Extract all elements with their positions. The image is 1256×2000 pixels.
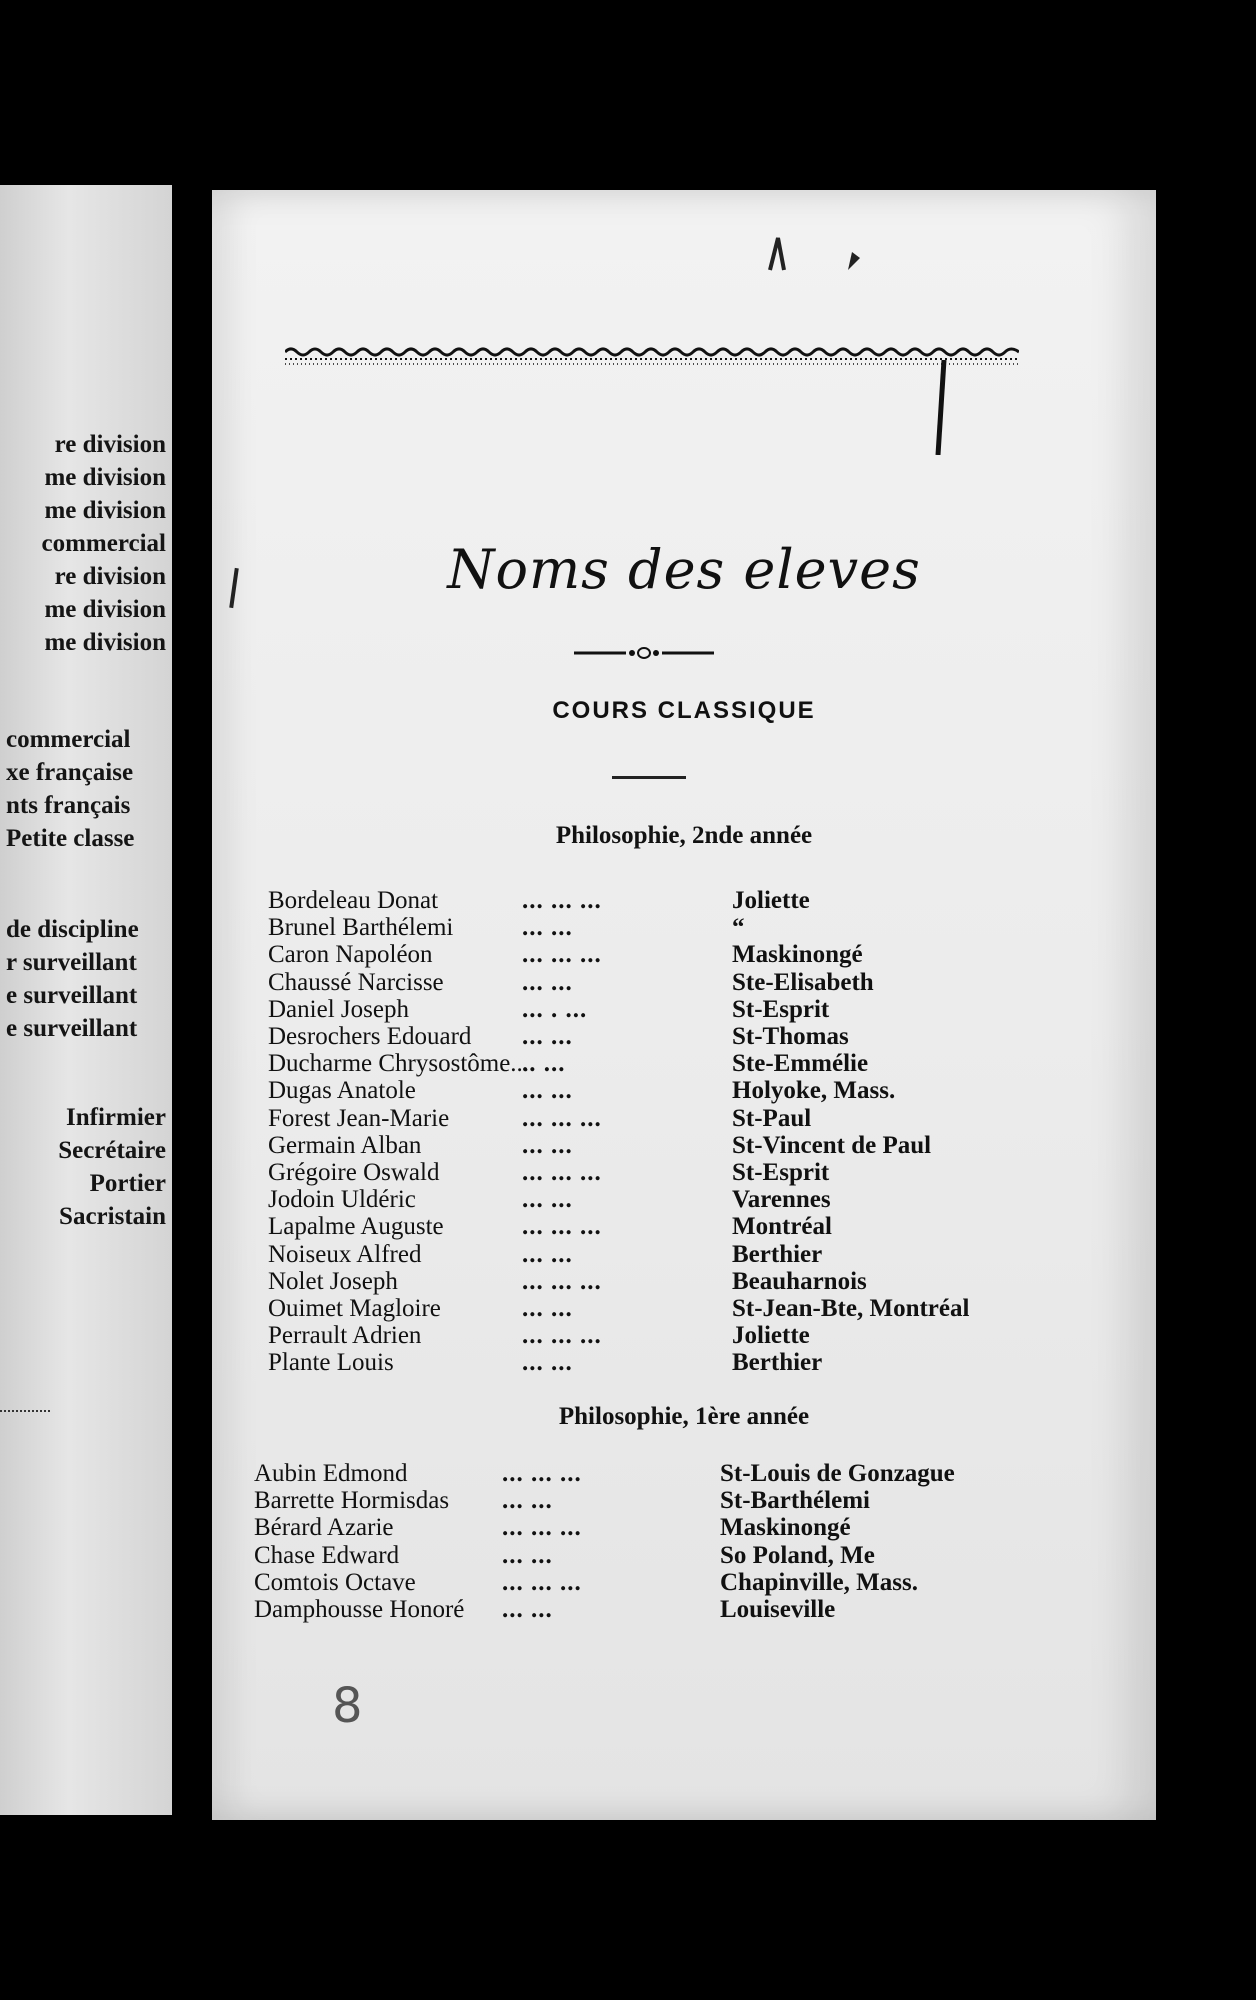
- list-item: [212, 1460, 1156, 1488]
- student-place: Berthier: [732, 1349, 823, 1377]
- list-item: [212, 1077, 1156, 1105]
- student-name: Daniel Joseph: [268, 995, 409, 1023]
- list-item: [212, 1569, 1156, 1597]
- student-place: St-Thomas: [732, 1023, 849, 1050]
- leader-dots: ... ... ...: [522, 1104, 602, 1132]
- left-line: me division: [44, 464, 166, 491]
- student-name: Perrault Adrien: [268, 1322, 422, 1350]
- list-item: [212, 1050, 1156, 1078]
- list-item: [212, 1213, 1156, 1241]
- list-item: [212, 941, 1156, 969]
- list-item: [212, 1268, 1156, 1296]
- student-place: St-Barthélemi: [720, 1487, 870, 1515]
- list-item: [212, 914, 1156, 942]
- student-place: Ste-Elisabeth: [732, 968, 874, 996]
- leader-dots: ... ... ...: [502, 1514, 582, 1542]
- student-name: Lapalme Auguste: [268, 1213, 444, 1241]
- student-place: Joliette: [732, 1322, 810, 1350]
- left-line: e surveillant: [6, 1015, 138, 1042]
- left-line: me division: [44, 596, 166, 623]
- list-item: [212, 887, 1156, 915]
- student-place: Maskinongé: [732, 941, 863, 969]
- student-place: St-Esprit: [732, 1159, 830, 1186]
- previous-page-fragment: [0, 185, 172, 1815]
- left-line: de discipline: [6, 916, 139, 943]
- section-heading: Philosophie, 1ère année: [558, 1403, 810, 1430]
- list-item: [212, 1295, 1156, 1323]
- student-name: Damphousse Honoré: [254, 1596, 465, 1623]
- student-place: St-Louis de Gonzague: [720, 1460, 955, 1487]
- list-item: [212, 1159, 1156, 1187]
- leader-dots: ... ... ...: [522, 1159, 602, 1186]
- pencil-mark-icon: 8: [332, 1678, 363, 1734]
- student-name: Jodoin Uldéric: [268, 1186, 416, 1214]
- student-place: Beauharnois: [732, 1267, 867, 1295]
- student-place: Joliette: [732, 887, 810, 914]
- student-name: Chaussé Narcisse: [268, 968, 444, 996]
- course-subtitle: COURS CLASSIQUE: [552, 697, 816, 724]
- list-item: [212, 996, 1156, 1024]
- list-item: [212, 1514, 1156, 1542]
- leader-dots: ... ... ...: [522, 887, 602, 914]
- student-name: Comtois Octave: [254, 1568, 416, 1596]
- left-line: nts français: [6, 792, 131, 819]
- left-line: me division: [44, 497, 166, 524]
- left-dotted-rule: [0, 1410, 50, 1412]
- list-item: [212, 1132, 1156, 1160]
- student-name: Chase Edward: [254, 1541, 400, 1569]
- list-item: [212, 1542, 1156, 1570]
- left-line: re division: [54, 431, 166, 458]
- document-page: [212, 190, 1156, 1820]
- student-name: Ducharme Chrysostôme...: [268, 1050, 530, 1078]
- list-item: [212, 1349, 1156, 1377]
- leader-dots: ... ...: [502, 1596, 553, 1623]
- leader-dots: ... ...: [522, 1023, 573, 1050]
- ornamental-rule-icon: [285, 346, 1019, 368]
- leader-dots: ... ...: [522, 1131, 573, 1159]
- leader-dots: ... ...: [502, 1487, 553, 1515]
- page-title: Noms des eleves: [447, 538, 921, 601]
- student-place: St-Paul: [732, 1104, 812, 1132]
- left-line: re division: [54, 563, 166, 590]
- list-item: [212, 1241, 1156, 1269]
- left-line: xe française: [6, 759, 134, 786]
- student-name: Grégoire Oswald: [268, 1159, 440, 1186]
- left-line: Infirmier: [66, 1104, 166, 1131]
- student-name: Nolet Joseph: [268, 1267, 398, 1295]
- student-name: Ouimet Magloire: [268, 1295, 441, 1322]
- leader-dots: ... ...: [522, 914, 573, 942]
- leader-dots: ... ... ...: [522, 1213, 602, 1241]
- leader-dots: ... ...: [522, 1240, 573, 1268]
- student-name: Brunel Barthélemi: [268, 914, 454, 942]
- leader-dots: ... ...: [522, 968, 573, 996]
- leader-dots: ... ... ...: [522, 941, 602, 969]
- leader-dots: ... ...: [522, 1077, 573, 1105]
- student-place: Montréal: [732, 1213, 832, 1241]
- student-place: St-Vincent de Paul: [732, 1131, 932, 1159]
- left-line: r surveillant: [6, 949, 137, 976]
- list-item: [212, 1596, 1156, 1624]
- student-place: Varennes: [732, 1186, 831, 1214]
- student-place: Holyoke, Mass.: [732, 1077, 896, 1105]
- student-place: St-Jean-Bte, Montréal: [732, 1295, 970, 1322]
- divider: [612, 776, 686, 779]
- left-line: commercial: [6, 726, 131, 753]
- student-place: Ste-Emmélie: [732, 1050, 869, 1078]
- student-place: So Poland, Me: [720, 1541, 875, 1569]
- left-line: Secrétaire: [58, 1137, 166, 1164]
- student-name: Desrochers Edouard: [268, 1023, 472, 1050]
- student-name: Bérard Azarie: [254, 1514, 394, 1542]
- ink-stroke-icon: [934, 360, 948, 455]
- left-line: Petite classe: [6, 825, 135, 852]
- title-ornament-icon: [574, 645, 714, 661]
- leader-dots: ... ... ...: [502, 1568, 582, 1596]
- left-line: Portier: [89, 1170, 166, 1197]
- leader-dots: ... ... ...: [522, 1267, 602, 1295]
- list-item: [212, 1105, 1156, 1133]
- leader-dots: ... ... ...: [522, 1322, 602, 1350]
- list-item: [212, 1322, 1156, 1350]
- student-name: Caron Napoléon: [268, 941, 433, 969]
- student-name: Aubin Edmond: [254, 1460, 408, 1487]
- student-place: Berthier: [732, 1240, 823, 1268]
- student-place: “: [732, 914, 745, 942]
- leader-dots: ... ... ...: [502, 1460, 582, 1487]
- list-item: [212, 1186, 1156, 1214]
- list-item: [212, 1023, 1156, 1051]
- list-item: [212, 1487, 1156, 1515]
- student-place: Maskinongé: [720, 1514, 851, 1542]
- student-name: Barrette Hormisdas: [254, 1487, 450, 1515]
- leader-dots: ... ...: [522, 1349, 573, 1377]
- student-name: Bordeleau Donat: [268, 887, 439, 914]
- leader-dots: ... ...: [502, 1541, 553, 1569]
- left-line: Sacristain: [59, 1203, 166, 1230]
- leader-dots: ... ...: [522, 1295, 573, 1322]
- student-name: Dugas Anatole: [268, 1077, 416, 1105]
- handwritten-mark-icon: [760, 230, 880, 290]
- student-name: Plante Louis: [268, 1349, 394, 1377]
- student-name: Germain Alban: [268, 1131, 422, 1159]
- student-name: Forest Jean-Marie: [268, 1104, 450, 1132]
- student-place: Louiseville: [720, 1596, 836, 1623]
- student-name: Noiseux Alfred: [268, 1240, 422, 1268]
- list-item: [212, 969, 1156, 997]
- student-place: Chapinville, Mass.: [720, 1568, 918, 1596]
- left-line: me division: [44, 629, 166, 656]
- leader-dots: ... . ...: [522, 995, 588, 1023]
- section-heading: Philosophie, 2nde année: [555, 822, 813, 849]
- left-line: e surveillant: [6, 982, 138, 1009]
- student-place: St-Esprit: [732, 995, 830, 1023]
- leader-dots: .. ...: [522, 1050, 566, 1078]
- left-line: commercial: [41, 530, 166, 557]
- leader-dots: ... ...: [522, 1186, 573, 1214]
